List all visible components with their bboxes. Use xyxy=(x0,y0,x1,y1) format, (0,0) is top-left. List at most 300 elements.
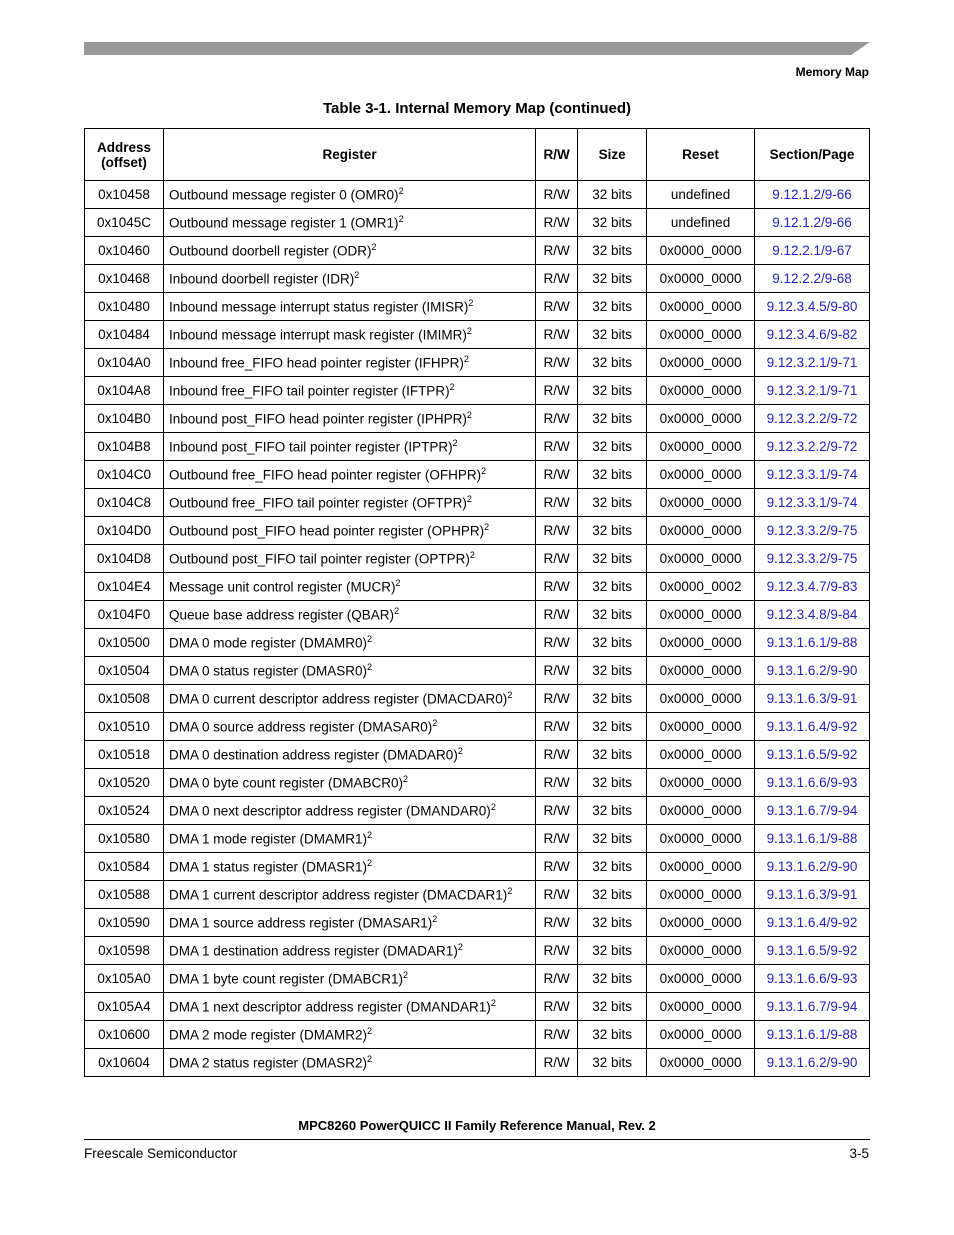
register-cell xyxy=(163,209,535,237)
register-name: Inbound post_FIFO tail pointer register (IPTPR) xyxy=(168,439,453,455)
register-name: Outbound message register 1 (OMR1) xyxy=(168,215,399,231)
section-link[interactable]: 9.12.3.4.7/9-83 xyxy=(755,573,870,601)
size-cell: 32 bits xyxy=(578,601,647,629)
reset-cell: 0x0000_0000 xyxy=(647,1021,755,1049)
rw-cell: R/W xyxy=(536,181,578,209)
section-link[interactable]: 9.13.1.6.2/9-90 xyxy=(755,853,870,881)
register-name: DMA 0 mode register (DMAMR0) xyxy=(168,635,367,651)
section-link[interactable]: 9.13.1.6.2/9-90 xyxy=(755,657,870,685)
footnote-ref: 2 xyxy=(367,858,373,869)
size-cell: 32 bits xyxy=(578,741,647,769)
section-link[interactable]: 9.13.1.6.3/9-91 xyxy=(755,685,870,713)
footnote-ref: 2 xyxy=(432,718,438,729)
section-link[interactable]: 9.12.2.1/9-67 xyxy=(755,237,870,265)
table-row xyxy=(85,881,870,909)
rw-cell: R/W xyxy=(536,265,578,293)
register-cell xyxy=(163,629,535,657)
footnote-ref: 2 xyxy=(468,298,474,309)
address-cell: 0x10518 xyxy=(85,741,164,769)
section-link[interactable]: 9.13.1.6.6/9-93 xyxy=(755,965,870,993)
reset-cell: 0x0000_0000 xyxy=(647,517,755,545)
footnote-ref: 2 xyxy=(403,970,409,981)
register-name: DMA 1 destination address register (DMADAR1) xyxy=(168,943,458,959)
section-link[interactable]: 9.12.3.2.1/9-71 xyxy=(755,349,870,377)
rw-cell: R/W xyxy=(536,489,578,517)
footnote-ref: 2 xyxy=(432,914,438,925)
register-cell xyxy=(163,1021,535,1049)
address-cell: 0x10584 xyxy=(85,853,164,881)
register-cell xyxy=(163,181,535,209)
size-cell: 32 bits xyxy=(578,321,647,349)
register-cell xyxy=(163,321,535,349)
section-link[interactable]: 9.12.3.2.2/9-72 xyxy=(755,405,870,433)
register-cell xyxy=(163,797,535,825)
reset-cell: 0x0000_0000 xyxy=(647,293,755,321)
address-cell: 0x10580 xyxy=(85,825,164,853)
size-cell: 32 bits xyxy=(578,517,647,545)
address-cell: 0x105A0 xyxy=(85,965,164,993)
rw-cell: R/W xyxy=(536,657,578,685)
size-cell: 32 bits xyxy=(578,769,647,797)
section-link[interactable]: 9.12.3.2.2/9-72 xyxy=(755,433,870,461)
table-title: Table 3-1. Internal Memory Map (continued) xyxy=(322,100,632,117)
register-name: Inbound free_FIFO head pointer register (IFHPR) xyxy=(168,355,464,371)
footnote-ref: 2 xyxy=(354,270,360,281)
register-name: DMA 1 current descriptor address register (DMACDAR1) xyxy=(168,887,508,903)
reset-cell: 0x0000_0000 xyxy=(647,741,755,769)
register-cell xyxy=(163,769,535,797)
register-name: Inbound post_FIFO head pointer register (IPHPR) xyxy=(168,411,467,427)
footnote-ref: 2 xyxy=(398,214,404,225)
footnote-ref: 2 xyxy=(463,354,469,365)
header-address: Address (offset) xyxy=(85,129,164,181)
reset-cell: 0x0000_0000 xyxy=(647,853,755,881)
rw-cell: R/W xyxy=(536,517,578,545)
table-row xyxy=(85,321,870,349)
table-row xyxy=(85,377,870,405)
manual-title: MPC8260 PowerQUICC II Family Reference Manual, Rev. 2 xyxy=(298,1118,656,1133)
section-link[interactable]: 9.13.1.6.3/9-91 xyxy=(755,881,870,909)
table-row xyxy=(85,657,870,685)
footnote-ref: 2 xyxy=(367,830,373,841)
size-cell: 32 bits xyxy=(578,461,647,489)
reset-cell: 0x0000_0000 xyxy=(647,461,755,489)
register-name: DMA 0 current descriptor address register (DMACDAR0) xyxy=(168,691,508,707)
reset-cell: 0x0000_0000 xyxy=(647,1049,755,1077)
section-link[interactable]: 9.12.3.3.1/9-74 xyxy=(755,489,870,517)
footnote-ref: 2 xyxy=(395,578,401,589)
section-link[interactable]: 9.13.1.6.2/9-90 xyxy=(755,1049,870,1077)
rw-cell: R/W xyxy=(536,937,578,965)
rw-cell: R/W xyxy=(536,713,578,741)
size-cell: 32 bits xyxy=(578,797,647,825)
rw-cell: R/W xyxy=(536,993,578,1021)
footnote-ref: 2 xyxy=(367,1054,373,1065)
section-link[interactable]: 9.12.1.2/9-66 xyxy=(755,181,870,209)
rw-cell: R/W xyxy=(536,377,578,405)
register-name: DMA 1 byte count register (DMABCR1) xyxy=(168,971,404,987)
register-name: DMA 0 byte count register (DMABCR0) xyxy=(168,775,404,791)
reset-cell: 0x0000_0000 xyxy=(647,349,755,377)
rw-cell: R/W xyxy=(536,629,578,657)
address-cell: 0x10524 xyxy=(85,797,164,825)
section-link[interactable]: 9.12.3.3.1/9-74 xyxy=(755,461,870,489)
reset-cell: 0x0000_0000 xyxy=(647,657,755,685)
reset-cell: 0x0000_0000 xyxy=(647,601,755,629)
size-cell: 32 bits xyxy=(578,685,647,713)
register-name: Outbound message register 0 (OMR0) xyxy=(168,187,399,203)
table-row xyxy=(85,965,870,993)
reset-cell: 0x0000_0000 xyxy=(647,909,755,937)
register-cell xyxy=(163,545,535,573)
header-rw: R/W xyxy=(536,129,578,181)
footnote-ref: 2 xyxy=(466,494,472,505)
table-row xyxy=(85,937,870,965)
register-cell xyxy=(163,741,535,769)
size-cell: 32 bits xyxy=(578,993,647,1021)
table-row xyxy=(85,405,870,433)
table-row xyxy=(85,741,870,769)
header-bar xyxy=(84,42,870,55)
size-cell: 32 bits xyxy=(578,265,647,293)
page-number: 3-5 xyxy=(849,1146,869,1161)
address-cell: 0x104B0 xyxy=(85,405,164,433)
footnote-ref: 2 xyxy=(481,466,487,477)
rw-cell: R/W xyxy=(536,741,578,769)
register-name: DMA 0 status register (DMASR0) xyxy=(168,663,368,679)
section-link[interactable]: 9.13.1.6.1/9-88 xyxy=(755,1021,870,1049)
section-link[interactable]: 9.13.1.6.5/9-92 xyxy=(755,937,870,965)
table-row xyxy=(85,1049,870,1077)
register-cell xyxy=(163,993,535,1021)
reset-cell: 0x0000_0000 xyxy=(647,769,755,797)
register-name: DMA 1 status register (DMASR1) xyxy=(168,859,368,875)
table-header-row xyxy=(85,129,870,181)
address-cell: 0x105A4 xyxy=(85,993,164,1021)
rw-cell: R/W xyxy=(536,321,578,349)
register-cell xyxy=(163,461,535,489)
section-link[interactable]: 9.13.1.6.1/9-88 xyxy=(755,825,870,853)
register-cell xyxy=(163,405,535,433)
size-cell: 32 bits xyxy=(578,573,647,601)
address-cell: 0x10460 xyxy=(85,237,164,265)
section-link[interactable]: 9.12.1.2/9-66 xyxy=(755,209,870,237)
reset-cell: undefined xyxy=(647,209,755,237)
size-cell: 32 bits xyxy=(578,909,647,937)
address-cell: 0x104A0 xyxy=(85,349,164,377)
register-name: Outbound doorbell register (ODR) xyxy=(168,243,372,259)
footnote-ref: 2 xyxy=(484,522,490,533)
size-cell: 32 bits xyxy=(578,545,647,573)
table-row xyxy=(85,713,870,741)
footnote-ref: 2 xyxy=(457,942,463,953)
register-name: DMA 2 status register (DMASR2) xyxy=(168,1055,368,1071)
header-size: Size xyxy=(578,129,647,181)
register-name: DMA 1 mode register (DMAMR1) xyxy=(168,831,367,847)
register-name: DMA 1 source address register (DMASAR1) xyxy=(168,915,433,931)
section-link[interactable]: 9.13.1.6.7/9-94 xyxy=(755,797,870,825)
address-cell: 0x10604 xyxy=(85,1049,164,1077)
reset-cell: 0x0000_0000 xyxy=(647,993,755,1021)
register-cell xyxy=(163,1049,535,1077)
register-name: Outbound free_FIFO tail pointer register (OFTPR) xyxy=(168,495,467,511)
footnote-ref: 2 xyxy=(469,550,475,561)
address-cell: 0x104B8 xyxy=(85,433,164,461)
reset-cell: 0x0000_0000 xyxy=(647,685,755,713)
reset-cell: 0x0000_0000 xyxy=(647,629,755,657)
rw-cell: R/W xyxy=(536,881,578,909)
footnote-ref: 2 xyxy=(490,802,496,813)
table-row xyxy=(85,293,870,321)
header-reset: Reset xyxy=(647,129,755,181)
rw-cell: R/W xyxy=(536,825,578,853)
register-cell xyxy=(163,433,535,461)
address-cell: 0x10484 xyxy=(85,321,164,349)
address-cell: 0x10598 xyxy=(85,937,164,965)
table-row xyxy=(85,909,870,937)
register-name: DMA 1 next descriptor address register (DMANDAR1) xyxy=(168,999,491,1015)
register-cell xyxy=(163,377,535,405)
register-name: DMA 0 destination address register (DMADAR0) xyxy=(168,747,458,763)
reset-cell: 0x0000_0000 xyxy=(647,825,755,853)
reset-cell: 0x0000_0000 xyxy=(647,265,755,293)
register-cell xyxy=(163,573,535,601)
reset-cell: 0x0000_0000 xyxy=(647,545,755,573)
reset-cell: 0x0000_0000 xyxy=(647,321,755,349)
address-cell: 0x10468 xyxy=(85,265,164,293)
rw-cell: R/W xyxy=(536,685,578,713)
rw-cell: R/W xyxy=(536,237,578,265)
section-link[interactable]: 9.13.1.6.5/9-92 xyxy=(755,741,870,769)
register-name: DMA 0 source address register (DMASAR0) xyxy=(168,719,433,735)
footer-divider xyxy=(84,1139,870,1140)
rw-cell: R/W xyxy=(536,601,578,629)
reset-cell: 0x0000_0000 xyxy=(647,433,755,461)
size-cell: 32 bits xyxy=(578,405,647,433)
header-register: Register xyxy=(163,129,535,181)
table-row xyxy=(85,181,870,209)
reset-cell: 0x0000_0000 xyxy=(647,797,755,825)
size-cell: 32 bits xyxy=(578,489,647,517)
table-row xyxy=(85,685,870,713)
register-name: Queue base address register (QBAR) xyxy=(168,607,395,623)
rw-cell: R/W xyxy=(536,853,578,881)
reset-cell: 0x0000_0000 xyxy=(647,489,755,517)
size-cell: 32 bits xyxy=(578,433,647,461)
section-link[interactable]: 9.12.3.4.5/9-80 xyxy=(755,293,870,321)
register-name: Inbound free_FIFO tail pointer register (IFTPR) xyxy=(168,383,450,399)
table-row xyxy=(85,573,870,601)
register-name: DMA 2 mode register (DMAMR2) xyxy=(168,1027,367,1043)
footnote-ref: 2 xyxy=(394,606,400,617)
address-cell: 0x10510 xyxy=(85,713,164,741)
table-row xyxy=(85,1021,870,1049)
section-link[interactable]: 9.13.1.6.4/9-92 xyxy=(755,713,870,741)
size-cell: 32 bits xyxy=(578,237,647,265)
size-cell: 32 bits xyxy=(578,825,647,853)
footnote-ref: 2 xyxy=(507,690,513,701)
address-cell: 0x10588 xyxy=(85,881,164,909)
header-section: Section/Page xyxy=(755,129,870,181)
rw-cell: R/W xyxy=(536,573,578,601)
footnote-ref: 2 xyxy=(398,186,404,197)
footnote-ref: 2 xyxy=(507,886,513,897)
reset-cell: undefined xyxy=(647,181,755,209)
rw-cell: R/W xyxy=(536,545,578,573)
size-cell: 32 bits xyxy=(578,1021,647,1049)
size-cell: 32 bits xyxy=(578,853,647,881)
register-cell xyxy=(163,713,535,741)
reset-cell: 0x0000_0000 xyxy=(647,965,755,993)
register-cell xyxy=(163,881,535,909)
register-cell xyxy=(163,853,535,881)
reset-cell: 0x0000_0000 xyxy=(647,881,755,909)
register-name: Outbound post_FIFO tail pointer register (OPTPR) xyxy=(168,551,470,567)
size-cell: 32 bits xyxy=(578,937,647,965)
address-cell: 0x104C0 xyxy=(85,461,164,489)
size-cell: 32 bits xyxy=(578,657,647,685)
footnote-ref: 2 xyxy=(457,746,463,757)
footnote-ref: 2 xyxy=(367,662,373,673)
reset-cell: 0x0000_0002 xyxy=(647,573,755,601)
register-cell xyxy=(163,293,535,321)
reset-cell: 0x0000_0000 xyxy=(647,377,755,405)
rw-cell: R/W xyxy=(536,405,578,433)
size-cell: 32 bits xyxy=(578,713,647,741)
size-cell: 32 bits xyxy=(578,181,647,209)
footnote-ref: 2 xyxy=(452,438,458,449)
section-link[interactable]: 9.12.3.3.2/9-75 xyxy=(755,517,870,545)
section-link[interactable]: 9.12.3.4.8/9-84 xyxy=(755,601,870,629)
table-row xyxy=(85,489,870,517)
rw-cell: R/W xyxy=(536,1021,578,1049)
size-cell: 32 bits xyxy=(578,209,647,237)
table-row xyxy=(85,461,870,489)
register-cell xyxy=(163,237,535,265)
size-cell: 32 bits xyxy=(578,293,647,321)
address-cell: 0x1045C xyxy=(85,209,164,237)
size-cell: 32 bits xyxy=(578,1049,647,1077)
section-link[interactable]: 9.13.1.6.7/9-94 xyxy=(755,993,870,1021)
footnote-ref: 2 xyxy=(449,382,455,393)
register-cell xyxy=(163,937,535,965)
section-link[interactable]: 9.12.3.3.2/9-75 xyxy=(755,545,870,573)
rw-cell: R/W xyxy=(536,461,578,489)
register-cell xyxy=(163,657,535,685)
register-name: DMA 0 next descriptor address register (DMANDAR0) xyxy=(168,803,491,819)
size-cell: 32 bits xyxy=(578,881,647,909)
footnote-ref: 2 xyxy=(367,634,373,645)
footnote-ref: 2 xyxy=(371,242,377,253)
footnote-ref: 2 xyxy=(367,1026,373,1037)
rw-cell: R/W xyxy=(536,433,578,461)
address-cell: 0x10600 xyxy=(85,1021,164,1049)
memory-map-table xyxy=(84,128,870,1077)
table-row xyxy=(85,993,870,1021)
address-cell: 0x10504 xyxy=(85,657,164,685)
table-row xyxy=(85,797,870,825)
table-row xyxy=(85,209,870,237)
section-link[interactable]: 9.13.1.6.1/9-88 xyxy=(755,629,870,657)
footnote-ref: 2 xyxy=(490,998,496,1009)
register-name: Inbound doorbell register (IDR) xyxy=(168,271,355,287)
register-cell xyxy=(163,825,535,853)
reset-cell: 0x0000_0000 xyxy=(647,405,755,433)
register-cell xyxy=(163,265,535,293)
register-cell xyxy=(163,489,535,517)
rw-cell: R/W xyxy=(536,209,578,237)
address-cell: 0x104D0 xyxy=(85,517,164,545)
table-row xyxy=(85,349,870,377)
table-row xyxy=(85,825,870,853)
address-cell: 0x10520 xyxy=(85,769,164,797)
rw-cell: R/W xyxy=(536,797,578,825)
address-cell: 0x10508 xyxy=(85,685,164,713)
address-cell: 0x104D8 xyxy=(85,545,164,573)
register-cell xyxy=(163,517,535,545)
company-name: Freescale Semiconductor xyxy=(84,1146,238,1161)
section-link[interactable]: 9.13.1.6.4/9-92 xyxy=(755,909,870,937)
table-row xyxy=(85,629,870,657)
register-name: Outbound free_FIFO head pointer register (OFHPR) xyxy=(168,467,482,483)
table-row xyxy=(85,769,870,797)
register-cell xyxy=(163,909,535,937)
address-cell: 0x10480 xyxy=(85,293,164,321)
section-link[interactable]: 9.12.2.2/9-68 xyxy=(755,265,870,293)
register-cell xyxy=(163,685,535,713)
section-link[interactable]: 9.12.3.2.1/9-71 xyxy=(755,377,870,405)
rw-cell: R/W xyxy=(536,909,578,937)
register-cell xyxy=(163,965,535,993)
table-row xyxy=(85,545,870,573)
table-row xyxy=(85,237,870,265)
running-head: Memory Map xyxy=(795,65,869,79)
register-name: Inbound message interrupt status register (IMISR) xyxy=(168,299,469,315)
table-row xyxy=(85,517,870,545)
table-row xyxy=(85,601,870,629)
table-row xyxy=(85,265,870,293)
rw-cell: R/W xyxy=(536,349,578,377)
address-cell: 0x104A8 xyxy=(85,377,164,405)
address-cell: 0x104C8 xyxy=(85,489,164,517)
footnote-ref: 2 xyxy=(403,774,409,785)
address-cell: 0x104E4 xyxy=(85,573,164,601)
reset-cell: 0x0000_0000 xyxy=(647,237,755,265)
register-name: Inbound message interrupt mask register (IMIMR) xyxy=(168,327,467,343)
rw-cell: R/W xyxy=(536,1049,578,1077)
size-cell: 32 bits xyxy=(578,349,647,377)
reset-cell: 0x0000_0000 xyxy=(647,937,755,965)
rw-cell: R/W xyxy=(536,965,578,993)
address-cell: 0x10500 xyxy=(85,629,164,657)
rw-cell: R/W xyxy=(536,769,578,797)
address-cell: 0x10458 xyxy=(85,181,164,209)
size-cell: 32 bits xyxy=(578,377,647,405)
table-row xyxy=(85,433,870,461)
register-cell xyxy=(163,601,535,629)
section-link[interactable]: 9.13.1.6.6/9-93 xyxy=(755,769,870,797)
address-cell: 0x10590 xyxy=(85,909,164,937)
register-name: Outbound post_FIFO head pointer register (OPHPR) xyxy=(168,523,485,539)
reset-cell: 0x0000_0000 xyxy=(647,713,755,741)
register-name: Message unit control register (MUCR) xyxy=(168,579,396,595)
size-cell: 32 bits xyxy=(578,965,647,993)
rw-cell: R/W xyxy=(536,293,578,321)
register-cell xyxy=(163,349,535,377)
size-cell: 32 bits xyxy=(578,629,647,657)
section-link[interactable]: 9.12.3.4.6/9-82 xyxy=(755,321,870,349)
table-row xyxy=(85,853,870,881)
